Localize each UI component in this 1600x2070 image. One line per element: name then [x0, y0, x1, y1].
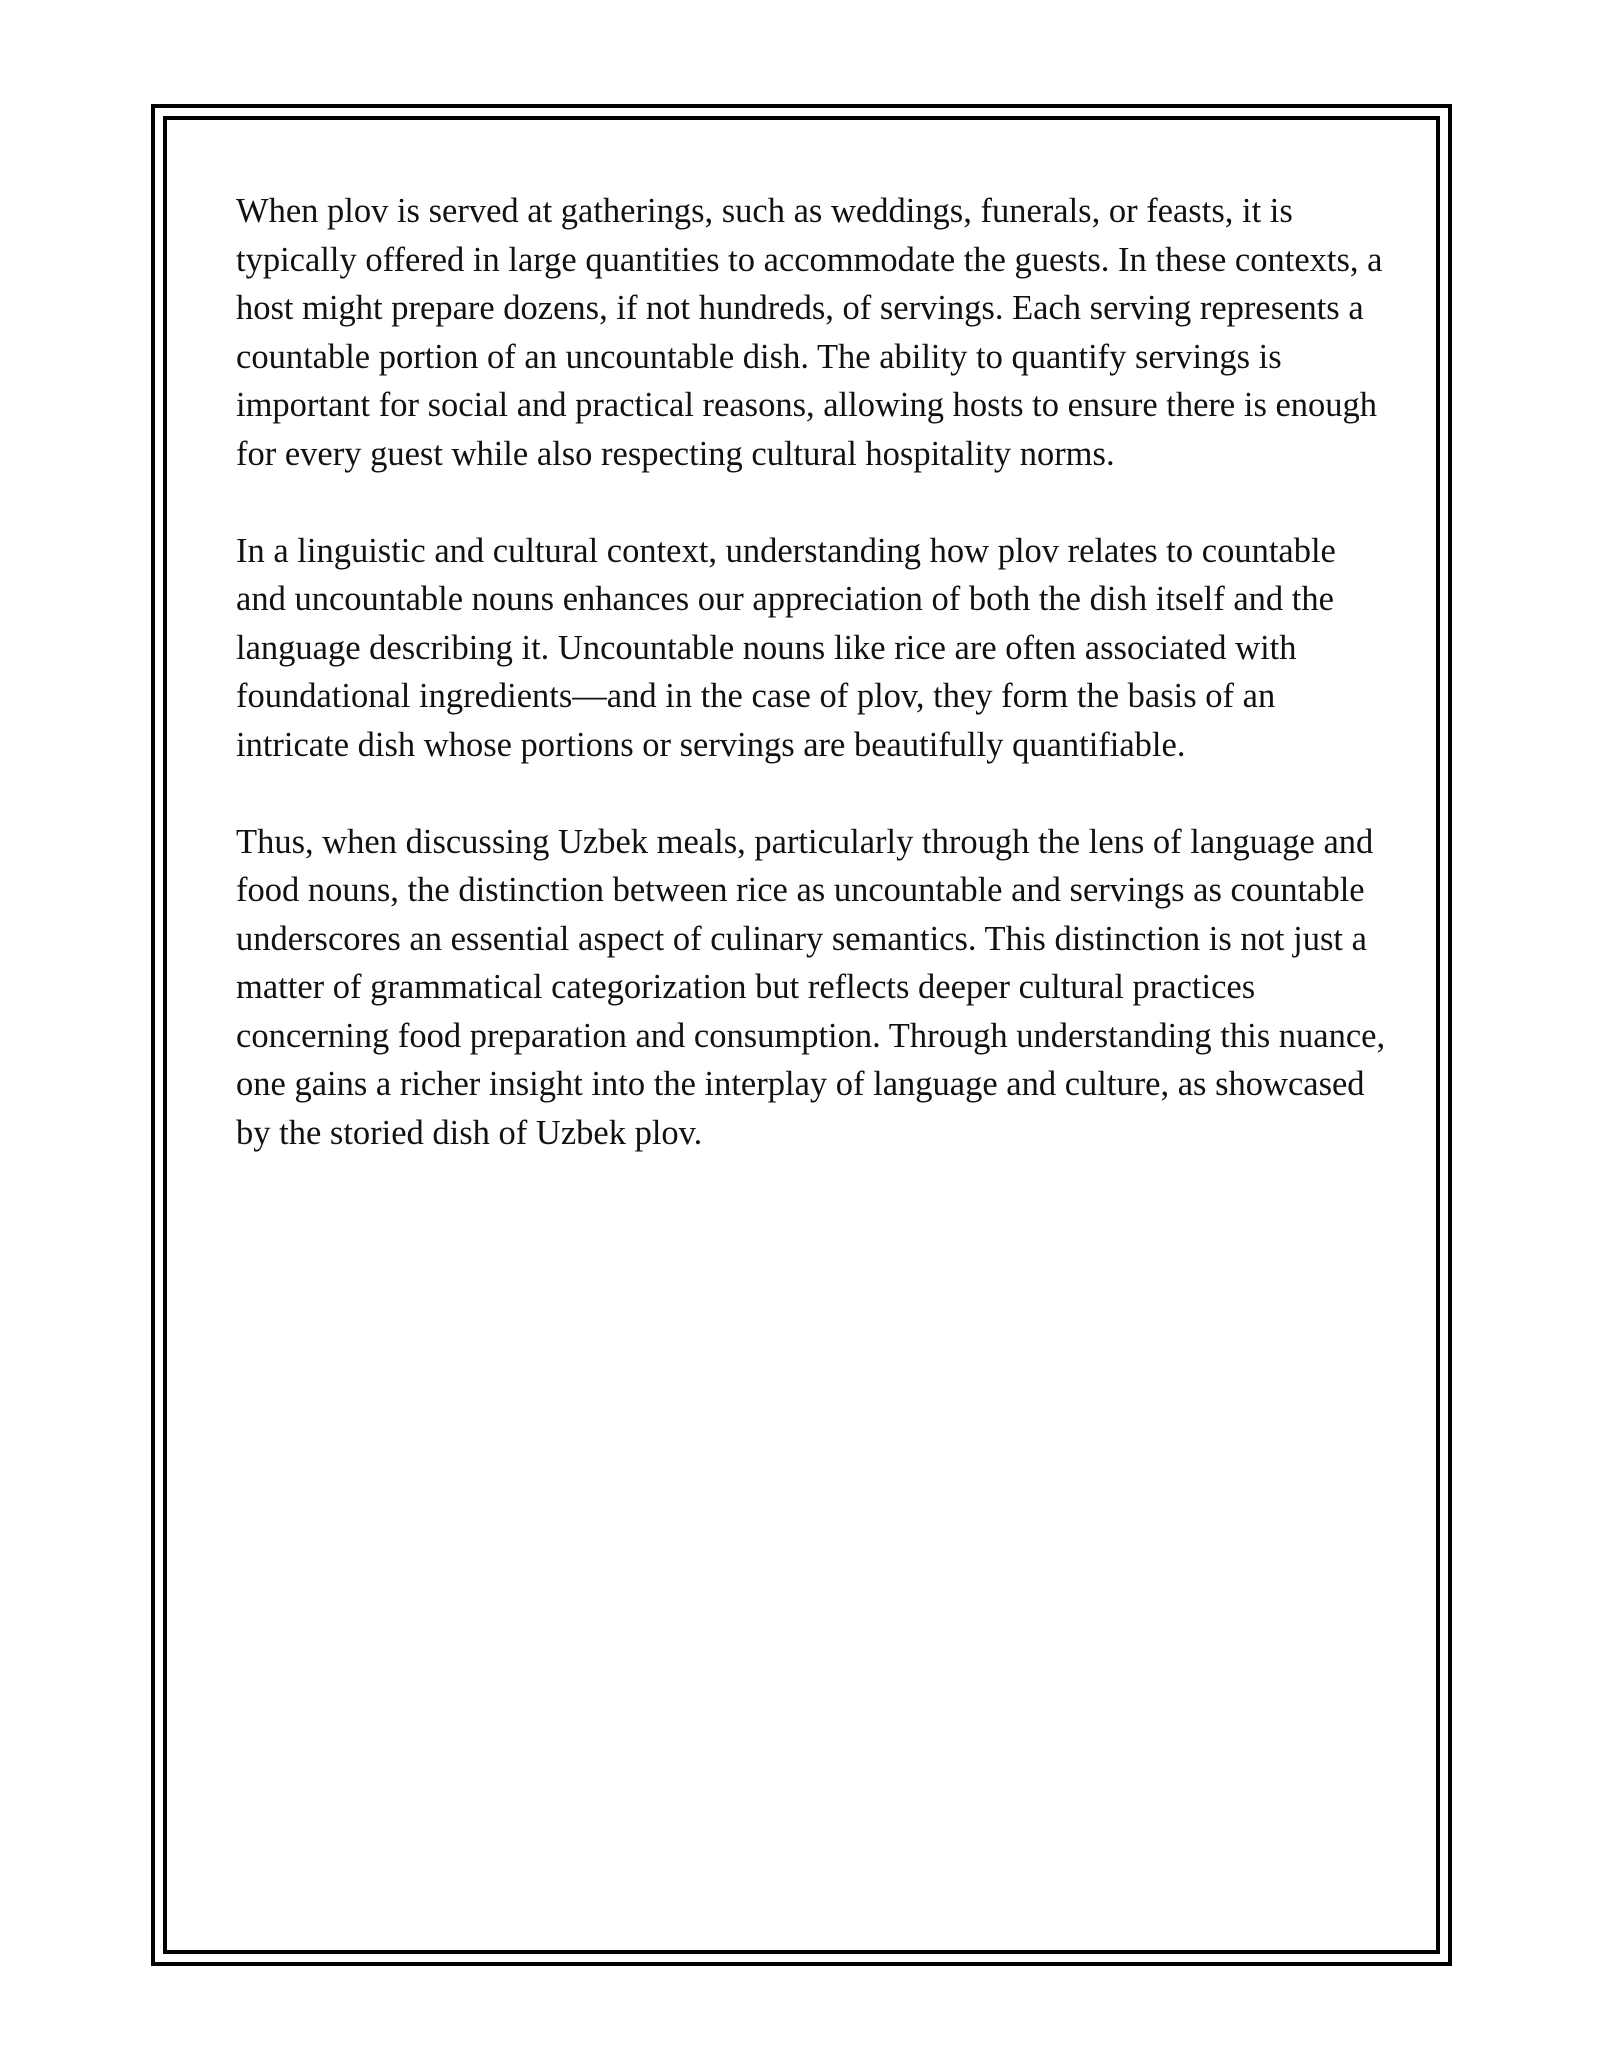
- paragraph-linguistic-context: In a linguistic and cultural context, understanding how plov relates to countable and uncountable nouns enhances our appreciation of both the dish itself and the language describing it. Uncountable nouns like rice are often associated with foundational ingredients—and in the case of plov, they form the basis of an intricate dish whose portions or servings are beautifully quantifiable.: [236, 531, 1336, 764]
- document-body: [236, 187, 1386, 1206]
- paragraph-conclusion: Thus, when discussing Uzbek meals, particularly through the lens of language and food nouns, the distinction between rice as uncountable and servings as countable underscores an essential aspect of culinary semantics. This distinction is not just a matter of grammatical categorization but reflects deeper cultural practices concerning food preparation and consumption. Through understanding this nuance, one gains a richer insight into the interplay of language and culture, as showcased by the storied dish of Uzbek plov.: [236, 822, 1386, 1152]
- paragraph-serving-quantities: When plov is served at gatherings, such as weddings, funerals, or feasts, it is typically offered in large quantities to accommodate the guests. In these contexts, a host might prepare dozens, if not hundreds, of servings. Each serving represents a countable portion of an uncountable dish. The ability to quantify servings is important for social and practical reasons, allowing hosts to ensure there is enough for every guest while also respecting cultural hospitality norms.: [236, 192, 1383, 473]
